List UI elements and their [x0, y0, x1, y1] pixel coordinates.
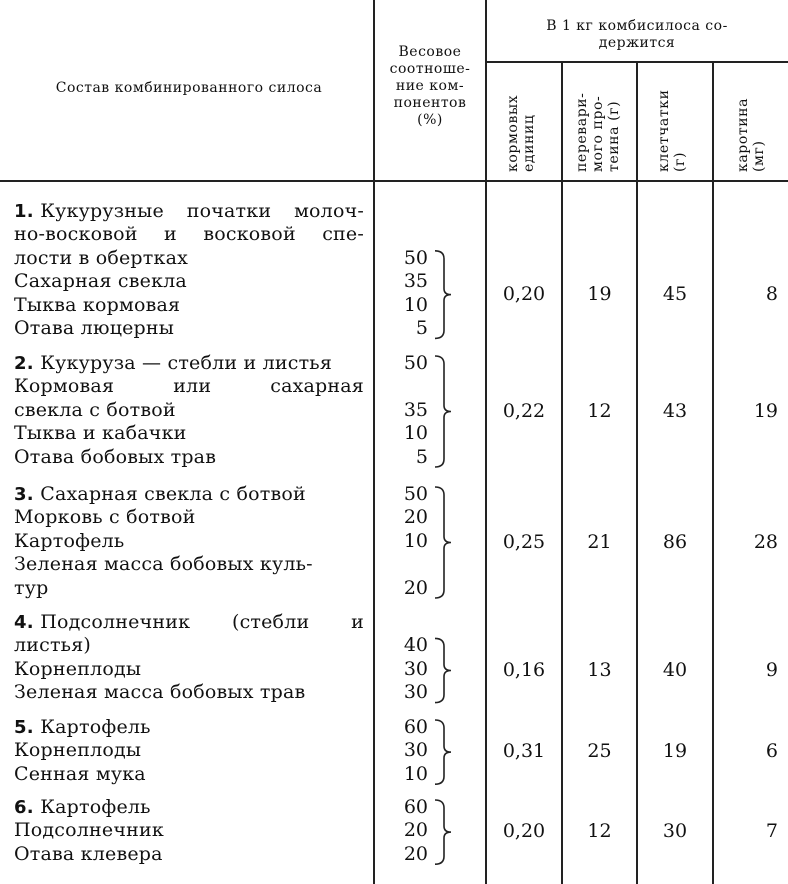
header-ratio-line: (%)	[417, 112, 443, 128]
component-line: 4. Подсолнечник (стебли и	[14, 611, 364, 633]
value-carotene: 28	[753, 530, 778, 553]
row-number: 3.	[14, 484, 41, 505]
rule-h-header	[0, 180, 788, 182]
header-composition: Состав комбинированного силоса	[55, 80, 323, 96]
value-protein: 19	[587, 282, 612, 305]
value-feed-units: 0,25	[502, 530, 546, 553]
value-protein: 25	[587, 740, 612, 763]
component-line: листья)	[14, 634, 92, 657]
component-line: Зеленая масса бобовых куль-	[14, 553, 313, 576]
value-carotene: 7	[765, 820, 778, 843]
brace-icon	[432, 716, 454, 789]
brace-icon	[432, 483, 454, 602]
weight-ratio-value	[380, 223, 428, 246]
component-line: 3. Сахарная свекла с ботвой	[14, 483, 306, 505]
weight-ratio-value: 50	[403, 352, 428, 374]
weight-ratio-value: 10	[403, 422, 428, 445]
component-line: Картофель	[14, 529, 125, 552]
component-line: 6. Картофель	[14, 796, 151, 818]
component-line: 1. Кукурузные початки молоч-	[14, 200, 364, 222]
weight-ratio-value: 60	[403, 796, 428, 818]
row-number: 2.	[14, 353, 41, 374]
weight-ratio-value: 20	[403, 576, 428, 599]
header-carotene-line: каротина	[735, 97, 751, 172]
component-line: Отава клевера	[14, 842, 163, 865]
weight-ratio-value: 5	[415, 445, 428, 468]
weight-ratio-value: 50	[403, 246, 428, 269]
weight-ratio-value: 20	[403, 506, 428, 529]
weight-ratio-value: 10	[403, 529, 428, 552]
weight-ratio-list	[380, 200, 428, 340]
rule-v-1	[373, 0, 375, 884]
weight-ratio-value: 30	[403, 681, 428, 704]
weight-ratio-value: 20	[403, 819, 428, 842]
weight-ratio-list	[380, 716, 428, 786]
weight-ratio-value: 35	[403, 398, 428, 421]
value-protein: 13	[587, 658, 612, 681]
value-protein: 21	[587, 530, 612, 553]
component-line: Подсолнечник	[14, 819, 164, 842]
row-number: 6.	[14, 797, 41, 818]
row-number: 1. Кукурузные	[14, 200, 164, 222]
value-feed-units: 0,16	[502, 658, 546, 681]
header-ratio	[374, 44, 486, 129]
header-ratio-line: понентов	[393, 95, 467, 111]
component-line: Отава бобовых трав	[14, 445, 217, 468]
component-line: 2. Кукуруза — стебли и листья	[14, 352, 333, 374]
header-feed-units-line: кормовых	[505, 94, 521, 172]
value-protein: 12	[587, 399, 612, 422]
component-line: Кормовая или сахарная	[14, 375, 364, 398]
brace-icon	[432, 200, 454, 343]
weight-ratio-list	[380, 352, 428, 469]
value-feed-units: 0,31	[502, 740, 546, 763]
value-protein: 12	[587, 820, 612, 843]
value-fiber: 40	[662, 658, 688, 681]
component-line: Сахарная свекла	[14, 270, 187, 293]
component-list	[14, 796, 364, 866]
weight-ratio-value: 30	[403, 657, 428, 680]
weight-ratio-value: 60	[403, 716, 428, 738]
header-ratio-line: соотноше-	[389, 61, 471, 77]
value-feed-units: 0,20	[502, 282, 546, 305]
weight-ratio-value: 20	[403, 842, 428, 865]
weight-ratio-list	[380, 483, 428, 600]
header-protein	[574, 92, 622, 172]
component-line: лости в обертках	[14, 246, 189, 269]
header-fiber-line: клетчатки	[656, 89, 672, 172]
header-carotene-line: (мг)	[751, 140, 767, 172]
component-list	[14, 200, 364, 340]
value-fiber: 43	[662, 399, 688, 422]
value-carotene: 8	[765, 282, 778, 305]
header-protein-line: мого про-	[590, 95, 606, 172]
header-feed-units-line: единиц	[521, 114, 537, 172]
header-ratio-line: ние ком-	[395, 78, 465, 94]
value-fiber: 19	[662, 740, 688, 763]
header-fiber-line: (г)	[672, 151, 688, 172]
rule-h-sub	[485, 61, 788, 63]
component-line: Тыква кормовая	[14, 293, 181, 316]
header-feed-units	[505, 95, 537, 172]
header-carotene	[735, 98, 767, 172]
value-feed-units: 0,20	[502, 820, 546, 843]
header-contains-line: держится	[598, 35, 676, 51]
component-line: Сенная мука	[14, 762, 146, 785]
component-list	[14, 352, 364, 469]
value-feed-units: 0,22	[502, 399, 546, 422]
component-line: Корнеплоды	[14, 739, 142, 762]
weight-ratio-value: 10	[403, 293, 428, 316]
weight-ratio-value	[380, 375, 428, 398]
weight-ratio-value: 35	[403, 270, 428, 293]
header-fiber	[656, 89, 688, 172]
weight-ratio-value: 30	[403, 739, 428, 762]
value-fiber: 45	[662, 282, 688, 305]
row-number: 5.	[14, 717, 41, 738]
component-list	[14, 716, 364, 786]
weight-ratio-value: 5	[415, 316, 428, 339]
component-line: тур	[14, 576, 49, 599]
component-line: Тыква и кабачки	[14, 422, 187, 445]
component-line: свекла с ботвой	[14, 398, 176, 421]
weight-ratio-list	[380, 796, 428, 866]
brace-icon	[432, 796, 454, 869]
weight-ratio-value	[380, 200, 428, 223]
brace-icon	[432, 352, 454, 471]
value-carotene: 6	[765, 740, 778, 763]
header-ratio-line: Весовое	[398, 44, 462, 60]
component-list	[14, 611, 364, 705]
header-protein-line: теина (г)	[606, 100, 622, 172]
header-contains-line: В 1 кг комбисилоса со-	[546, 18, 728, 34]
component-line: Отава люцерны	[14, 316, 175, 339]
value-fiber: 30	[662, 820, 688, 843]
value-carotene: 9	[765, 658, 778, 681]
header-contains	[486, 18, 788, 52]
component-line: Корнеплоды	[14, 657, 142, 680]
brace-icon	[432, 611, 454, 707]
weight-ratio-list	[380, 611, 428, 705]
weight-ratio-value	[380, 611, 428, 634]
weight-ratio-value	[380, 553, 428, 576]
weight-ratio-value: 50	[403, 483, 428, 505]
component-list	[14, 483, 364, 600]
component-line: 5. Картофель	[14, 716, 151, 738]
weight-ratio-value: 40	[403, 634, 428, 657]
weight-ratio-value: 10	[403, 762, 428, 785]
value-carotene: 19	[753, 399, 778, 422]
row-number: 4. Подсолнечник	[14, 611, 191, 633]
header-protein-line: перевари-	[574, 92, 590, 172]
component-line: но-восковой и восковой спе-	[14, 223, 364, 246]
component-line: Морковь с ботвой	[14, 506, 196, 529]
value-fiber: 86	[662, 530, 688, 553]
component-line: Зеленая масса бобовых трав	[14, 681, 306, 704]
